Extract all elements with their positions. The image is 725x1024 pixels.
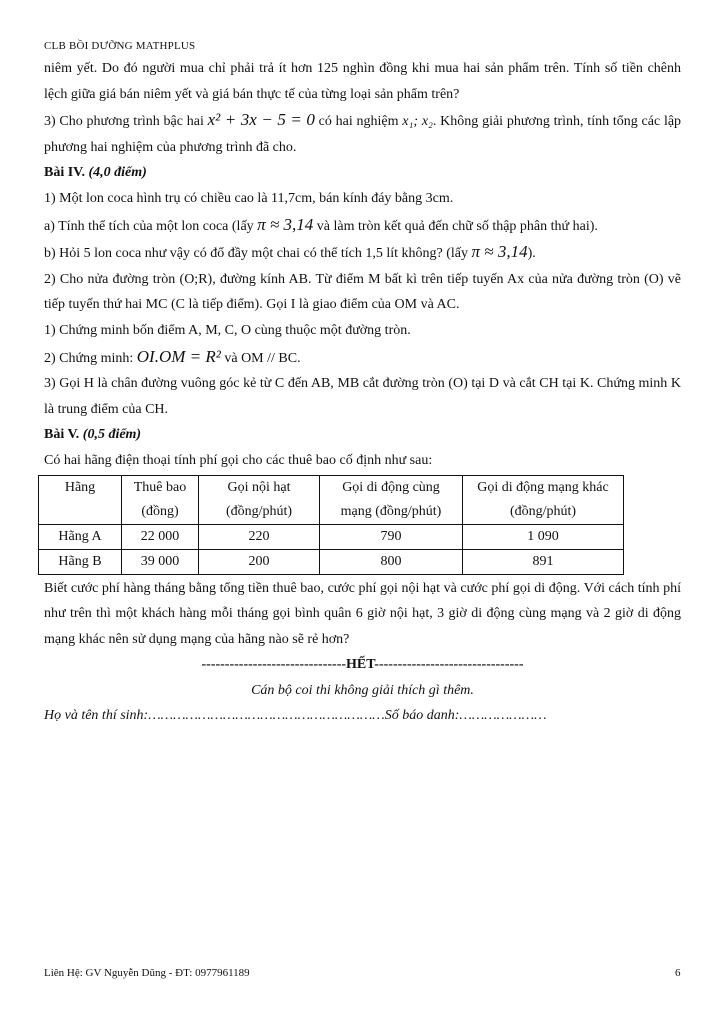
table-cell: 200 xyxy=(199,549,320,574)
bai4-q1: 1) Chứng minh bốn điểm A, M, C, O cùng thuộc một đường tròn. xyxy=(44,322,411,338)
pb-post-text: ). xyxy=(527,246,536,262)
q2-pre-text: 2) Chứng minh: xyxy=(44,350,134,366)
roots-notation: x₁; x₂ xyxy=(402,114,433,130)
bai4-p2: 2) Cho nửa đường tròn (O;R), đường kính AB. Từ điểm M bất kì trên tiếp tuyến Ax của nửa đường tròn (O) vẽ tiếp tuyến thứ hai MC (C là tiếp điểm). Gọi I là giao điểm của OM và AC. xyxy=(44,271,681,313)
header-cell: Gọi nội hạt (đồng/phút) xyxy=(199,475,320,524)
q3-pre-text: 3) Cho phương trình bậc hai xyxy=(44,114,204,130)
fee-table xyxy=(38,475,624,575)
candidate-info-line: Họ và tên thí sinh:…………………………………………………Số báo danh:………………… xyxy=(44,708,547,724)
q3-mid-text: có hai nghiệm xyxy=(318,114,399,130)
table-header-row xyxy=(39,475,624,524)
table-cell: 220 xyxy=(199,524,320,549)
pi-approx-b: π ≈ 3,14 xyxy=(471,242,528,262)
table-cell: 891 xyxy=(463,549,624,574)
pi-approx-a: π ≈ 3,14 xyxy=(257,214,314,234)
proctor-note: Cán bộ coi thi không giải thích gì thêm. xyxy=(251,682,474,698)
page-number: 6 xyxy=(675,967,681,979)
bai4-heading xyxy=(44,160,681,186)
bai5-heading xyxy=(44,422,681,448)
bai5-question: Biết cước phí hàng tháng bằng tổng tiền thuê bao, cước phí gọi nội hạt và cước phí gọi di động. Với cách tính phí như trên thì một khách hàng mỗi tháng gọi bình quân 6 giờ nội hạt, 3 giờ di động cùng mạng và 2 giờ di động mạng khác nên sử dụng mạng của hãng nào sẽ rẻ hơn? xyxy=(44,580,681,647)
end-marker: -------------------------------HẾT-------------------------------- xyxy=(201,657,524,673)
quadratic-equation: x² + 3x − 5 = 0 xyxy=(207,110,315,130)
bai4-p1: 1) Một lon coca hình trụ có chiều cao là 11,7cm, bán kính đáy bằng 3cm. xyxy=(44,190,454,206)
bai5-title: Bài V. xyxy=(44,427,80,443)
table-cell: 790 xyxy=(320,524,463,549)
table-cell: 39 000 xyxy=(122,549,199,574)
bai5-points: (0,5 điểm) xyxy=(82,427,142,443)
page-footer: Liên Hệ: GV Nguyễn Dũng - ĐT: 0977961189 xyxy=(44,967,250,979)
pa-pre-text: a) Tính thể tích của một lon coca (lấy xyxy=(44,218,254,234)
table-row xyxy=(39,549,624,574)
table-row xyxy=(39,524,624,549)
bai4-q3: 3) Gọi H là chân đường vuông góc kẻ từ C đến AB, MB cắt đường tròn (O) tại D và cắt CH tại K. Chứng minh K là trung điểm của CH. xyxy=(44,376,681,417)
pb-pre-text: b) Hỏi 5 lon coca như vậy có đổ đầy một chai có thể tích 1,5 lít không? (lấy xyxy=(44,246,468,262)
header-cell: Thuê bao (đồng) xyxy=(122,475,199,524)
table-cell: 800 xyxy=(320,549,463,574)
header-cell: Hãng xyxy=(39,475,122,524)
table-cell: Hãng B xyxy=(39,549,122,574)
q2-post-text: và OM // BC. xyxy=(224,350,301,366)
table-cell: 1 090 xyxy=(463,524,624,549)
q3-post-text: . Không giải phương trình, tính tổng các lập phương hai nghiệm của phương trình đã cho. xyxy=(44,114,682,155)
bai5-intro: Có hai hãng điện thoại tính phí gọi cho các thuê bao cố định như sau: xyxy=(44,452,433,468)
page-header: CLB BỒI DƯỠNG MATHPLUS xyxy=(44,40,196,52)
pa-post-text: và làm tròn kết quả đến chữ số thập phân thứ hai). xyxy=(316,218,598,234)
header-cell: Gọi di động cùng mạng (đồng/phút) xyxy=(320,475,463,524)
bai4-points: (4,0 điểm) xyxy=(88,165,147,181)
bai4-pa xyxy=(44,212,681,240)
table-cell: Hãng A xyxy=(39,524,122,549)
bai3-continuation: niêm yết. Do đó người mua chỉ phải trả ít hơn 125 nghìn đồng khi mua hai sản phẩm trên. Tính số tiền chênh lệch giữa giá bán niêm yết và giá bán thực tế của từng loại sản phẩm trên? xyxy=(44,61,681,102)
bai4-q2 xyxy=(44,344,681,372)
bai4-pb xyxy=(44,239,681,267)
table-cell: 22 000 xyxy=(122,524,199,549)
oi-om-equation: OI.OM = R² xyxy=(136,346,221,366)
header-cell: Gọi di động mạng khác (đồng/phút) xyxy=(463,475,624,524)
document-body xyxy=(44,56,681,729)
bai3-question3 xyxy=(44,107,681,160)
bai4-title: Bài IV. xyxy=(44,165,85,181)
